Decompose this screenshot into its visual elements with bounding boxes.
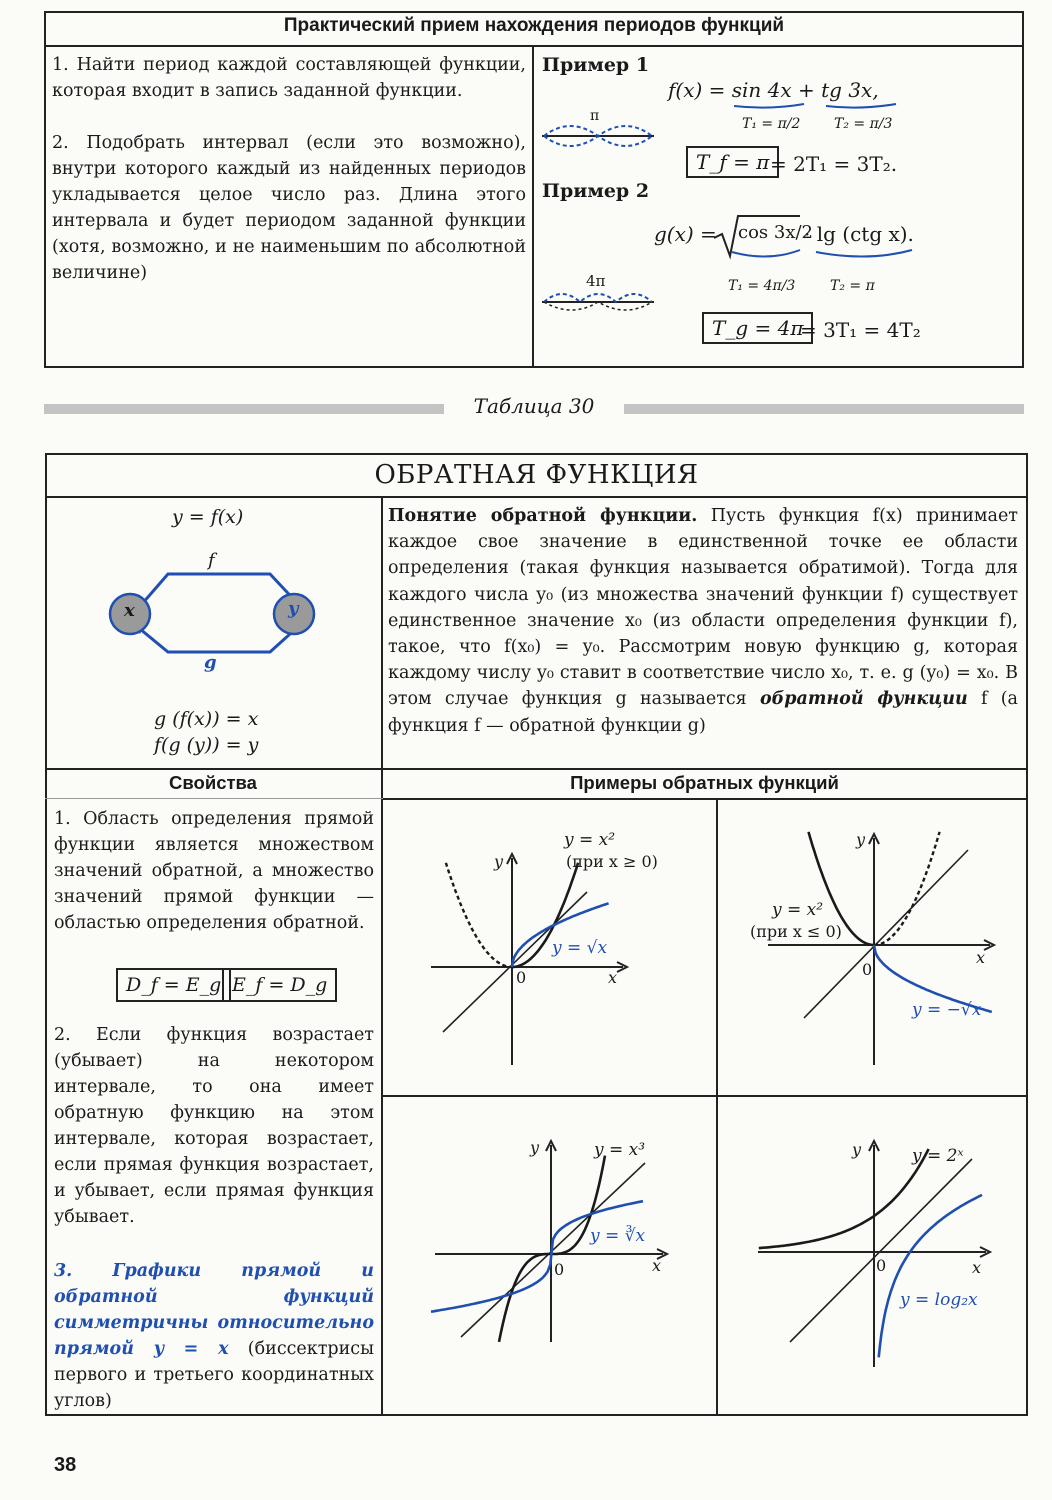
example2-period-box: T_g = 4π [702,312,813,344]
g3-label-black: y = x³ [594,1140,646,1160]
example2-title: Пример 2 [542,180,650,202]
diagram-top-label: y = f(x) [172,506,244,528]
concept-italic: обратной функции [760,689,968,710]
composition-eq2: f(g (y)) = y [154,734,259,756]
g3-origin: 0 [554,1260,565,1279]
example1-wave-icon [540,116,656,156]
concept-end: f (а функция f — обратной функции g) [388,689,1018,736]
g1-axis-x: x [608,968,618,987]
concept-text [388,503,1018,739]
g1-label-blue: y = √x [552,938,608,958]
graph-neg-sqrt [718,800,1028,1094]
g2-axis-y: y [856,830,866,849]
example1-period-box: T_f = π [686,146,779,178]
property-3-italic: 3. Графики прямой и обратной функций симметричны относительно прямой y = x [54,1261,374,1359]
label-g: g [204,652,217,673]
curve-log [879,1195,982,1357]
example2-formula-c: · lg (ctg x). [804,222,914,246]
g2-label-note: (при x ≤ 0) [750,922,842,941]
graph-cube [383,1097,715,1414]
example2-t1: T₁ = 4π/3 [728,278,796,294]
divider [44,45,1024,47]
divider [532,45,534,368]
example1-period-rest: = 2T₁ = 3T₂. [770,152,898,176]
concept-body: Пусть функция f(x) принимает каждое свое значение в единственной точке ее области определения (такая функция называется обратимой). Тогда для каждого числа y₀ (из множества значений функции f) существует единственное значение x₀ (из области определения функции f), такое, что f(x₀) = y₀. Рассмотрим новую функцию g, которая каждому числу y₀ ставит в соответствие число x₀, т. е. g (y₀) = x₀. В этом случае функция g называется [388,506,1018,710]
example2-underline [728,246,918,262]
graph-sqrt [383,800,715,1094]
g3-axis-x: x [652,1256,662,1275]
divider [45,798,383,799]
g1-label-black: y = x² [564,830,616,850]
g1-axis-y: y [494,852,504,871]
example2-period-rest: = 3T₁ = 4T₂ [800,318,921,342]
graph-exp-log [718,1097,1028,1414]
periods-step1: 1. Найти период каждой составляющей функции, которая входит в запись заданной функции. [52,55,526,101]
node-x: x [124,600,135,621]
example2-wave-icon [540,284,656,320]
example2-formula-a: g(x) = [654,222,717,246]
g4-label-blue: y = log₂x [900,1290,978,1310]
divider [45,768,1028,770]
example2-4pi: 4π [586,272,606,290]
g4-origin: 0 [876,1256,887,1275]
g2-label-black: y = x² [772,900,824,920]
properties-header: Свойства [169,772,257,793]
divider [45,496,1028,498]
concept-bold: Понятие обратной функции. [388,506,698,526]
table-label: Таблица 30 [473,394,595,418]
g2-label-blue: y = −√x [912,1000,982,1020]
g2-axis-x: x [976,948,986,967]
example1-underline [730,100,900,112]
property-3-rest: (биссектрисы первого и третьего координатных углов) [54,1339,374,1411]
example1-formula: f(x) = sin 4x + tg 3x, [668,78,879,102]
box-df: D_f = E_g [116,968,231,1002]
node-y: y [288,598,299,619]
periods-title: Практический прием нахождения периодов функций [283,15,785,36]
examples-header: Примеры обратных функций [570,772,839,793]
g4-axis-x: x [972,1258,982,1277]
curve-exp [759,1149,929,1248]
g4-label-black: y = 2ˣ [912,1146,964,1166]
inverse-title: ОБРАТНАЯ ФУНКЦИЯ [374,460,699,490]
composition-eq1: g (f(x)) = x [154,708,259,730]
table-label-bar-right [624,404,1024,414]
table-label-bar-left [44,404,444,414]
page-number: 38 [54,1454,77,1476]
label-f: f [208,550,215,571]
g3-axis-y: y [530,1138,540,1157]
example2-formula-b: cos 3x/2 [738,222,813,243]
example1-t2: T₂ = π/3 [834,116,893,132]
g4-axis-y: y [852,1140,862,1159]
property-1: 1. Область определения прямой функции является множеством значений обратной, а множество значений прямой функции — областью определения обратной. [54,809,374,933]
property-2: 2. Если функция возрастает (убывает) на некотором интервале, то она имеет обратную функцию на этом интервале, которая возрастает, если прямая функция возрастает, и убывает, если прямая функция убывает. [54,1025,374,1227]
periods-step2: 2. Подобрать интервал (если это возможно), внутри которого каждый из найденных периодов укладывается целое число раз. Длина этого интервала и будет периодом заданной функции (хотя, возможно, и не наименьшим по абсолютной величине) [52,133,526,283]
example2-t2: T₂ = π [830,278,875,294]
example1-pi: π [590,108,600,124]
box-ef: E_f = D_g [222,968,337,1002]
example1-t1: T₁ = π/2 [742,116,801,132]
g3-label-blue: y = ∛x [590,1226,646,1246]
example1-title: Пример 1 [542,54,650,76]
curve-x-squared-dashed [446,863,512,967]
g1-origin: 0 [516,968,527,987]
g1-label-note: (при x ≥ 0) [566,852,658,871]
property-3 [54,1258,374,1414]
g2-origin: 0 [862,960,873,979]
